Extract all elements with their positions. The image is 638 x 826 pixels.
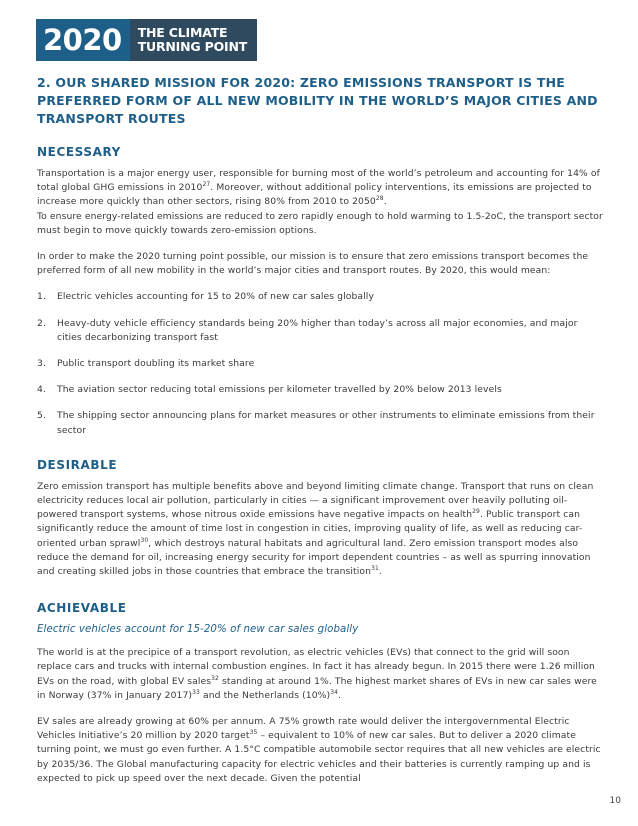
achievable-paragraph-1: The world is at the precipice of a transport revolution, as electric vehicles (EVs) that connect to the grid will soon replace cars and trucks with internal combustion engines. In fact it has already begun. In 2015 there were 1.26 million EVs on the road, with global EV sales$^{32}$ standing at around 1%. The highest market shares of EVs in new car sales were in Norway (37% in January 2017)$^{33}$ and the Netherlands $(10\%)^{34}$. — [37, 647, 597, 701]
logo-line-2: TURNING POINT — [137, 39, 248, 54]
list-item: 4. The aviation sector reducing total emissions per kilometer travelled by 20% below 2013 levels — [37, 384, 502, 396]
section-heading-necessary: NECESSARY — [37, 145, 121, 159]
list-item: 2. Heavy-duty vehicle efficiency standards being 20% higher than today’s across all major economies, and major cities decarbonizing transport fast — [37, 317, 578, 343]
list-item: 5. The shipping sector announcing plans for market measures or other instruments to eliminate emissions from their sector — [37, 410, 595, 436]
achievable-subheading: Electric vehicles account for 15-20% of new car sales globally — [37, 624, 359, 636]
necessary-paragraph-1: Transportation is a major energy user, responsible for burning most of the world’s petroleum and accounting for 14% of total global GHG emissions in 2010$^{27}$. Moreover, without additional policy interventions, its emissions are projected to increase more quickly than other sectors, rising 80% from 2010 to 2050$^{28}$. — [37, 168, 600, 208]
logo-text — [130, 19, 257, 61]
section-heading-achievable: ACHIEVABLE — [37, 601, 127, 616]
list-item: 1. Electric vehicles accounting for 15 to 20% of new car sales globally — [37, 291, 374, 303]
desirable-paragraph: Zero emission transport has multiple benefits above and beyond limiting climate change. Transport that runs on clean electricity reduces local air pollution, particularly in cities — a significant improvement over heavily polluting oil-powered transport systems, whose nitrous oxide emissions have negative impacts on health$^{29}$. Public transport can significantly reduce the amount of time lost in congestion in cities, improving quality of life, as well as reducing car-oriented urban sprawl$^{30}$, which destroys natural habitats and agricultural land. Zero emission transport modes also reduce the demand for oil, increasing energy security for import dependent countries – as well as spurring innovation and creating skilled jobs in those countries that embrace the transition$^{31}$. — [37, 480, 594, 578]
logo-year: 2020 — [36, 19, 130, 61]
achievable-paragraph-2: EV sales are already growing at 60% per annum. A 75% growth rate would deliver the intergovernmental Electric Vehicles Initiative’s 20 million by 2020 target$^{35}$ – equivalent to 10% of new car sales. But to deliver a 2020 climate turning point, we must go even further. A 1.5°C compatible automobile sector requires that all new vehicles are electric by 2035/36. The Global manufacturing capacity for electric vehicles and their batteries is currently ramping up and is expected to pick up speed over the next decade. Given the potential — [37, 716, 601, 784]
logo — [36, 19, 257, 61]
logo-line-1: THE CLIMATE — [137, 25, 228, 40]
necessary-paragraph-2: To ensure energy-related emissions are reduced to zero rapidly enough to hold warming to 1.5-2oC, the transport sector must begin to move quickly towards zero-emission options. — [37, 210, 603, 236]
main-content — [37, 74, 603, 786]
necessary-paragraph-3: In order to make the 2020 turning point possible, our mission is to ensure that zero emissions transport becomes the preferred form of all new mobility in the world’s major cities and transport routes. By 2020, this would mean: — [37, 251, 589, 277]
page-title: 2. OUR SHARED MISSION FOR 2020: ZERO EMISSIONS TRANSPORT IS THE PREFERRED FORM OF ALL NEW MOBILITY IN THE WORLD’S MAJOR CITIES AND TRANSPORT ROUTES — [37, 75, 598, 126]
section-heading-desirable: DESIRABLE — [37, 457, 118, 472]
page-number: 10 — [609, 796, 621, 806]
mission-list — [37, 290, 603, 437]
list-item: 3. Public transport doubling its market share — [37, 358, 255, 370]
